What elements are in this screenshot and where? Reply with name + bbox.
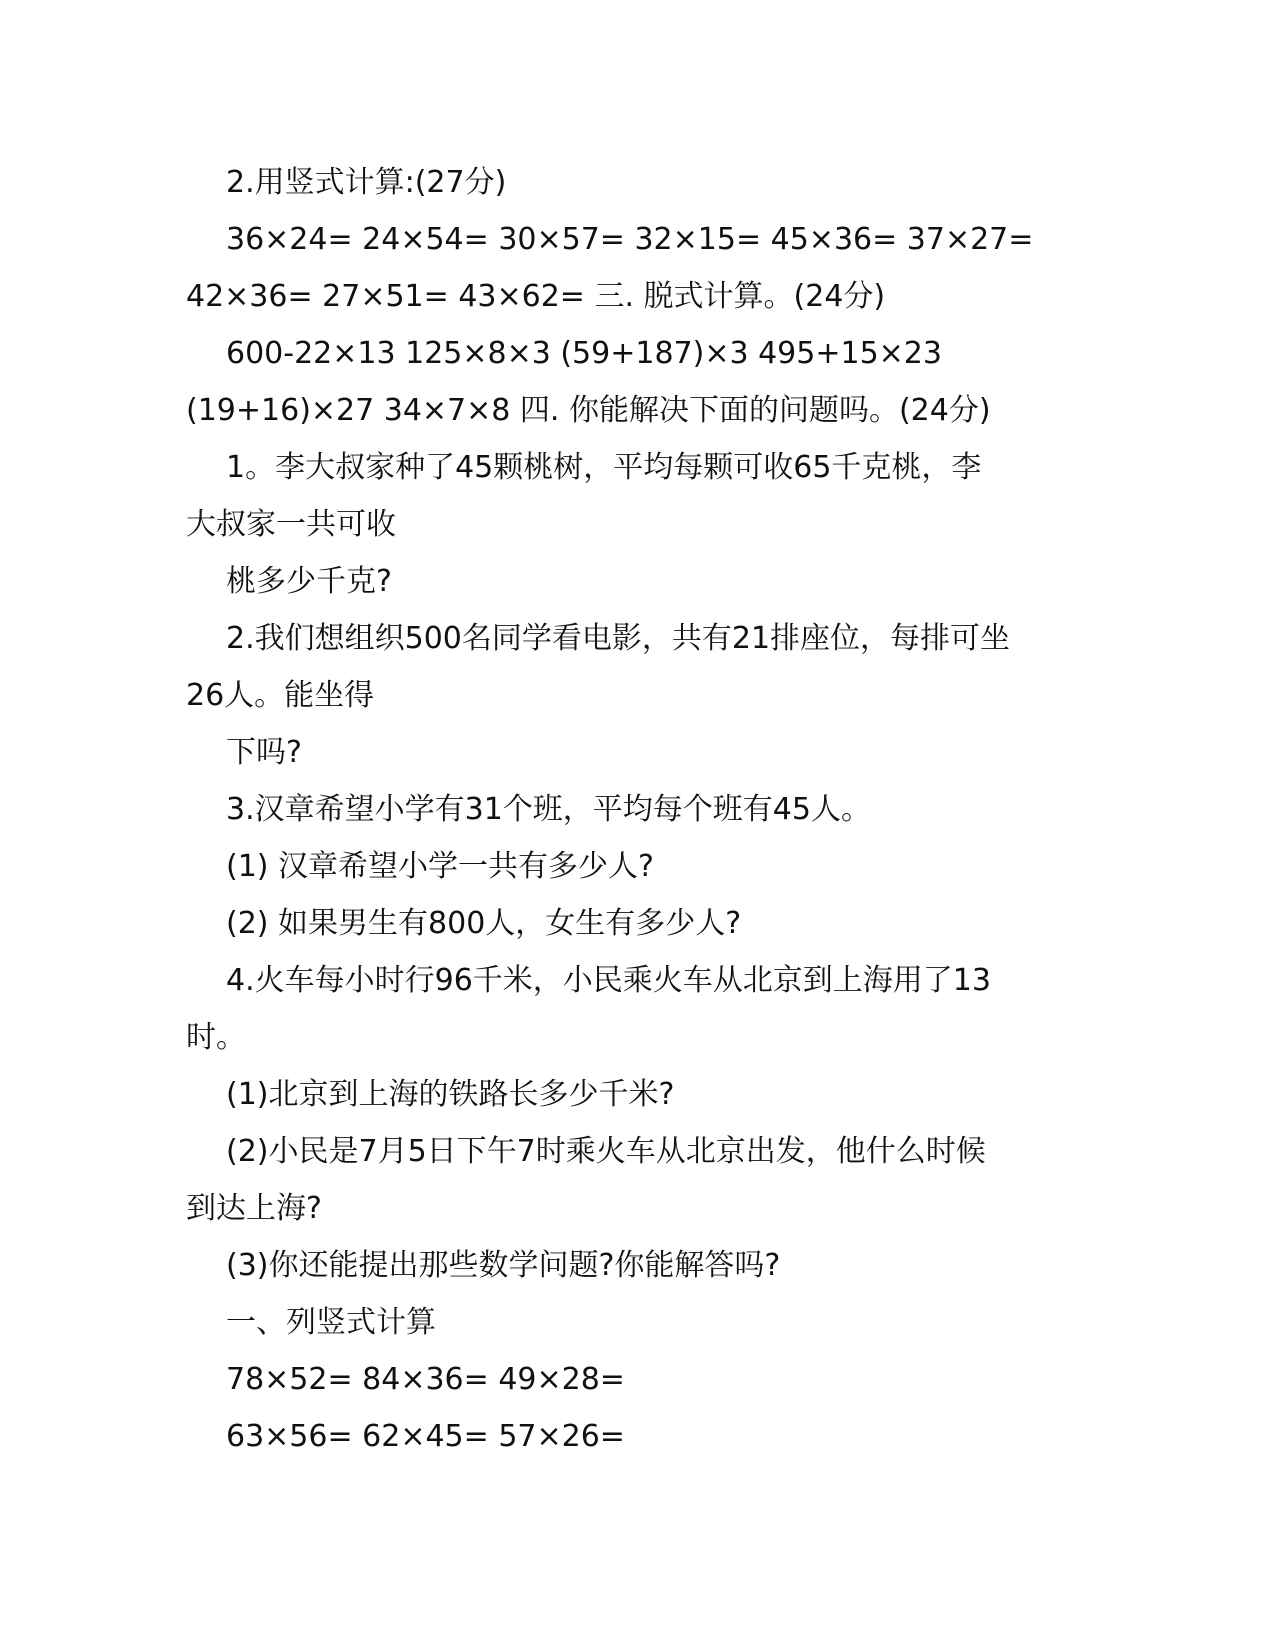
problem-1-line-3: 桃多少千克?	[226, 564, 392, 599]
problem-1-line-1: 1。李大叔家种了45颗桃树，平均每颗可收65千克桃，李	[226, 450, 982, 485]
document-body	[186, 154, 1096, 1465]
problem-2-line-2: 26人。能坐得	[186, 678, 375, 713]
problem-3-sub-2: (2) 如果男生有800人，女生有多少人?	[226, 906, 742, 941]
step-calc-row-1: 600-22×13 125×8×3 (59+187)×3 495+15×23	[226, 336, 942, 371]
problem-4-line-2: 时。	[186, 1020, 246, 1055]
section-heading-column-calc: 一、列竖式计算	[226, 1305, 436, 1340]
calc-row-2: 42×36= 27×51= 43×62= 三. 脱式计算。(24分)	[186, 279, 886, 314]
problem-4-line-1: 4.火车每小时行96千米，小民乘火车从北京到上海用了13	[226, 963, 991, 998]
column-calc-row-2: 63×56= 62×45= 57×26=	[226, 1419, 625, 1454]
problem-4-sub-1: (1)北京到上海的铁路长多少千米?	[226, 1077, 675, 1112]
column-calc-row-1: 78×52= 84×36= 49×28=	[226, 1362, 625, 1397]
section-heading-vertical-calc: 2.用竖式计算:(27分)	[226, 165, 507, 200]
problem-1-line-2: 大叔家一共可收	[186, 507, 396, 542]
problem-3-line-1: 3.汉章希望小学有31个班，平均每个班有45人。	[226, 792, 871, 827]
problem-2-line-1: 2.我们想组织500名同学看电影，共有21排座位，每排可坐	[226, 621, 1011, 656]
step-calc-row-2: (19+16)×27 34×7×8 四. 你能解决下面的问题吗。(24分)	[186, 393, 991, 428]
problem-3-sub-1: (1) 汉章希望小学一共有多少人?	[226, 849, 654, 884]
problem-4-sub-2-line-2: 到达上海?	[186, 1191, 322, 1226]
problem-4-sub-2-line-1: (2)小民是7月5日下午7时乘火车从北京出发，他什么时候	[226, 1134, 986, 1169]
problem-2-line-3: 下吗?	[226, 735, 302, 770]
problem-4-sub-3: (3)你还能提出那些数学问题?你能解答吗?	[226, 1248, 781, 1283]
calc-row-1: 36×24= 24×54= 30×57= 32×15= 45×36= 37×27=	[226, 222, 1034, 257]
